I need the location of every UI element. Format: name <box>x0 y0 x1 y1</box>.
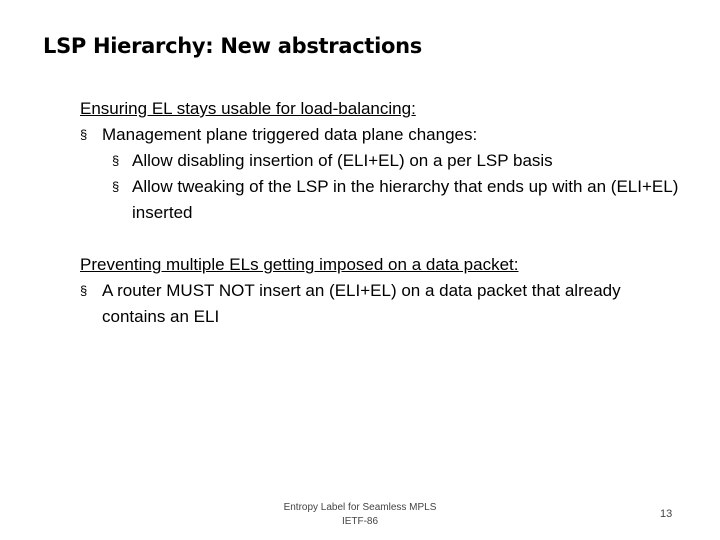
footer-caption <box>255 501 465 529</box>
bullet-text: Allow disabling insertion of (ELI+EL) on a per LSP basis <box>132 151 553 170</box>
bullet-icon: § <box>80 127 88 142</box>
bullet-icon: § <box>112 153 120 168</box>
section-heading-multiple-els: Preventing multiple ELs getting imposed on a data packet: <box>80 255 519 274</box>
bullet-text: A router MUST NOT insert an (ELI+EL) on a data packet that already contains an ELI <box>102 281 621 326</box>
footer-title: Entropy Label for Seamless MPLS <box>283 502 437 513</box>
bullet-router-must-not <box>80 278 680 330</box>
bullet-text: Management plane triggered data plane changes: <box>102 125 478 144</box>
bullet-icon: § <box>80 283 88 298</box>
page-number: 13 <box>660 508 673 520</box>
section-heading-load-balancing: Ensuring EL stays usable for load-balancing: <box>80 99 416 118</box>
bullet-icon: § <box>112 179 120 194</box>
footer-event: IETF-86 <box>341 516 379 527</box>
sub-bullet-tweak-lsp <box>80 174 680 226</box>
slide-title: LSP Hierarchy: New abstractions <box>43 34 422 58</box>
bullet-text: Allow tweaking of the LSP in the hierarchy that ends up with an (ELI+EL) inserted <box>132 177 679 222</box>
sub-bullet-disable-insertion <box>80 148 680 174</box>
spacer <box>80 226 680 252</box>
bullet-management-plane <box>80 122 680 148</box>
slide-body <box>80 96 680 330</box>
